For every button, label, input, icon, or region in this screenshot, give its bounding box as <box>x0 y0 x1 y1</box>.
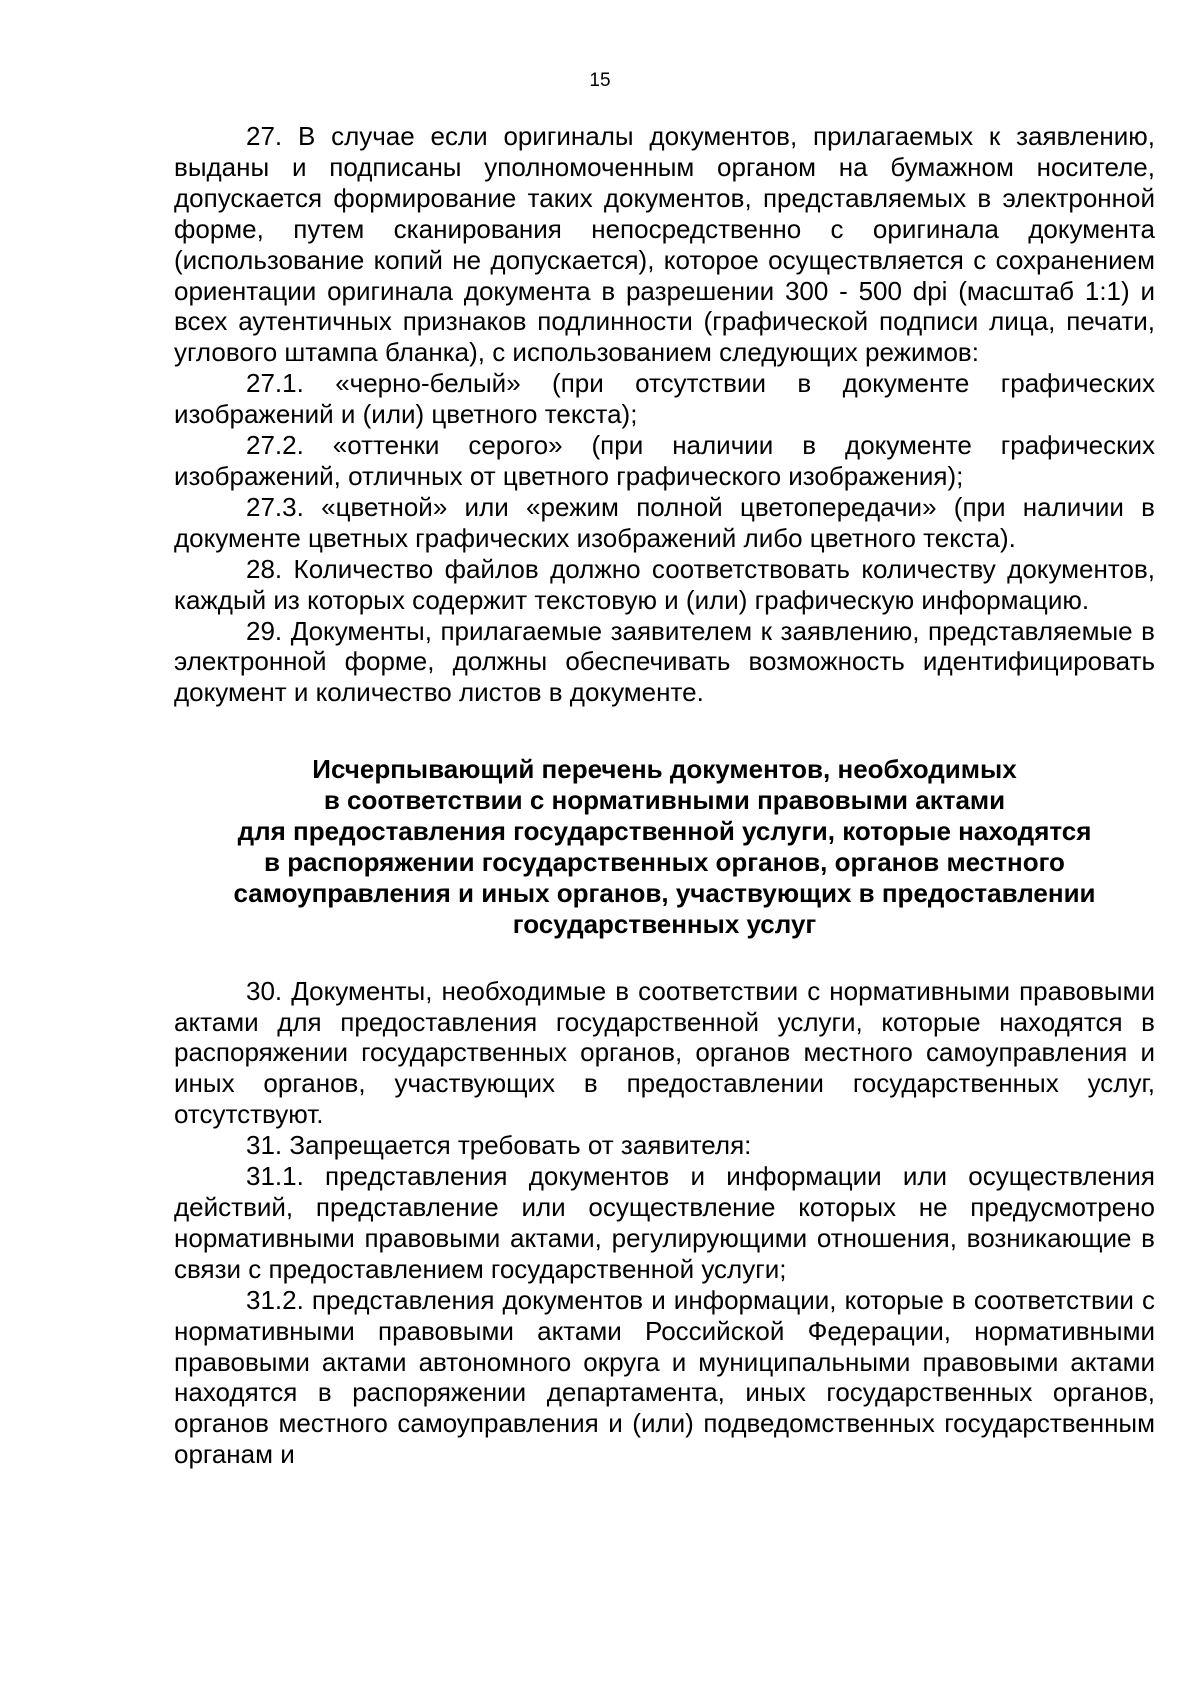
heading-line: самоуправления и иных органов, участвующих в предоставлении <box>233 877 1096 908</box>
paragraph-27-3: 27.3. «цветной» или «режим полной цветопередачи» (при наличии в документе цветных графических изображений либо цветного текста). <box>174 491 1155 553</box>
section-heading <box>174 754 1155 939</box>
document-body <box>174 121 1155 1470</box>
paragraph-30: 30. Документы, необходимые в соответствии с нормативными правовыми актами для предоставления государственной услуги, которые находятся в распоряжении государственных органов, органов местного самоуправления и иных органов, участвующих в предоставлении государственных услуг, отсутствуют. <box>174 975 1155 1130</box>
paragraph-29: 29. Документы, прилагаемые заявителем к заявлению, представляемые в электронной форме, должны обеспечивать возможность идентифицировать документ и количество листов в документе. <box>174 615 1155 708</box>
heading-line: Исчерпывающий перечень документов, необходимых <box>312 754 1017 785</box>
paragraph-28: 28. Количество файлов должно соответствовать количеству документов, каждый из которых содержит текстовую и (или) графическую информацию. <box>174 553 1155 615</box>
heading-line: в соответствии с нормативными правовыми актами <box>323 785 1006 816</box>
paragraph-31: 31. Запрещается требовать от заявителя: <box>246 1130 752 1161</box>
heading-line: государственных услуг <box>512 908 817 939</box>
paragraph-31-1: 31.1. представления документов и информации или осуществления действий, представление или осуществление которых не предусмотрено нормативными правовыми актами, регулирующими отношения, возникающие в связи с предоставлением государственной услуги; <box>174 1161 1155 1284</box>
heading-line: в распоряжении государственных органов, органов местного <box>264 846 1065 877</box>
paragraph-27: 27. В случае если оригиналы документов, прилагаемых к заявлению, выданы и подписаны уполномоченным органом на бумажном носителе, допускается формирование таких документов, представляемых в электронной форме, путем сканирования непосредственно с оригинала документа (использование копий не допускается), которое осуществляется с сохранением ориентации оригинала документа в разрешении 300 - 500 dpi (масштаб 1:1) и всех аутентичных признаков подлинности (графической подписи лица, печати, углового штампа бланка), с использованием следующих режимов: <box>174 121 1155 368</box>
paragraph-27-2: 27.2. «оттенки серого» (при наличии в документе графических изображений, отличных от цветного графического изображения); <box>174 430 1155 491</box>
page-number: 15 <box>589 70 611 91</box>
heading-line: для предоставления государственной услуги, которые находятся <box>237 816 1092 847</box>
paragraph-31-2: 31.2. представления документов и информации, которые в соответствии с нормативными правовыми актами Российской Федерации, нормативными правовыми актами автономного округа и муниципальными правовыми актами находятся в распоряжении департамента, иных государственных органов, органов местного самоуправления и (или) подведомственных государственным органам и <box>174 1284 1155 1470</box>
paragraph-27-1: 27.1. «черно-белый» (при отсутствии в документе графических изображений и (или) цветного текста); <box>174 368 1155 430</box>
